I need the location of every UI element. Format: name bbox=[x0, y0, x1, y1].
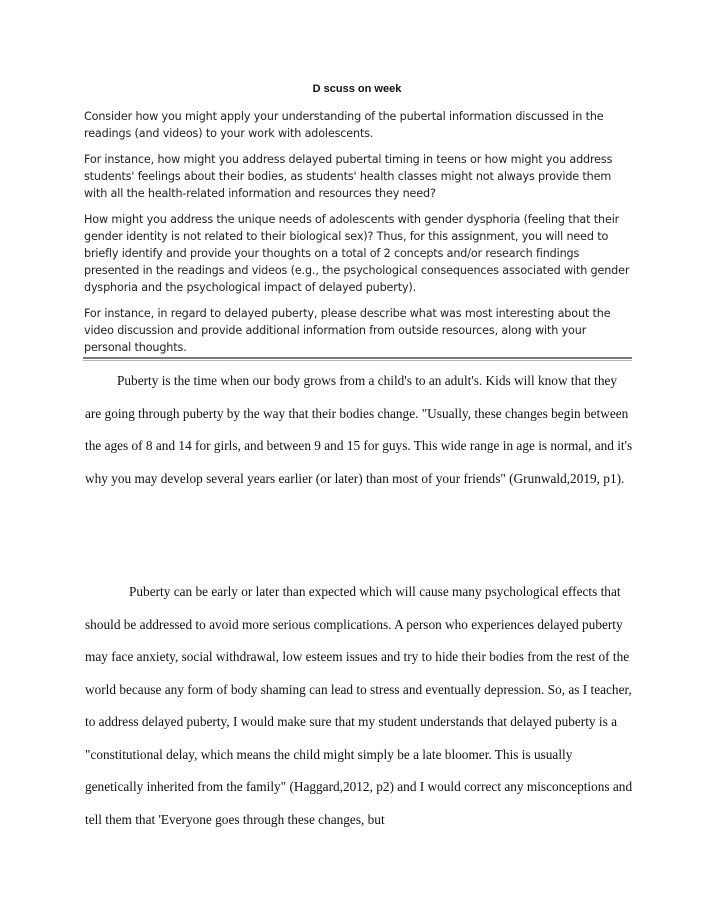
essay-paragraph: Puberty can be early or later than expected which will cause many psychological effects that should be addressed to avoid more serious complications. A person who experiences delayed puberty may face anxiety, social withdrawal, low esteem issues and try to hide their bodies from the rest of the world because any form of body shaming can lead to stress and eventually depression. So, as I teacher, to address delayed puberty, I would make sure that my student understands that delayed puberty is a "constitutional delay, which means the child might simply be a late bloomer. This is usually genetically inherited from the family" (Haggard,2012, p2) and I would correct any misconceptions and tell them that 'Everyone goes through these changes, but bbox=[85, 584, 633, 827]
essay-paragraph: Puberty is the time when our body grows from a child's to an adult's. Kids will know that they are going through puberty by the way that their bodies change. "Usually, these changes begin between the ages of 8 and 14 for girls, and between 9 and 15 for guys. This wide range in age is normal, and it's why you may develop several years earlier (or later) than most of your friends" (Grunwald,2019, p1). bbox=[85, 373, 633, 486]
section-divider bbox=[83, 357, 632, 359]
prompt-heading: D scuss on week bbox=[312, 83, 402, 95]
prompt-paragraph: For instance, how might you address delayed pubertal timing in teens or how might you address students' feelings about their bodies, as students' health classes might not always provide them with all the health-related information and resources they need? bbox=[84, 153, 613, 200]
prompt-paragraph: How might you address the unique needs of adolescents with gender dysphoria (feeling that their gender identity is not related to their biological sex)? Thus, for this assignment, you will need to briefly identify and provide your thoughts on a total of 2 concepts and/or research findings presented in the readings and videos (e.g., the psychological consequences associated with gender dysphoria and the psychological impact of delayed puberty). bbox=[84, 213, 630, 294]
section-divider bbox=[83, 360, 632, 361]
prompt-paragraph: Consider how you might apply your understanding of the pubertal information discussed in the readings (and videos) to your work with adolescents. bbox=[84, 110, 604, 140]
prompt-paragraph: For instance, in regard to delayed puberty, please describe what was most interesting about the video discussion and provide additional information from outside resources, along with your personal thoughts. bbox=[84, 307, 611, 354]
